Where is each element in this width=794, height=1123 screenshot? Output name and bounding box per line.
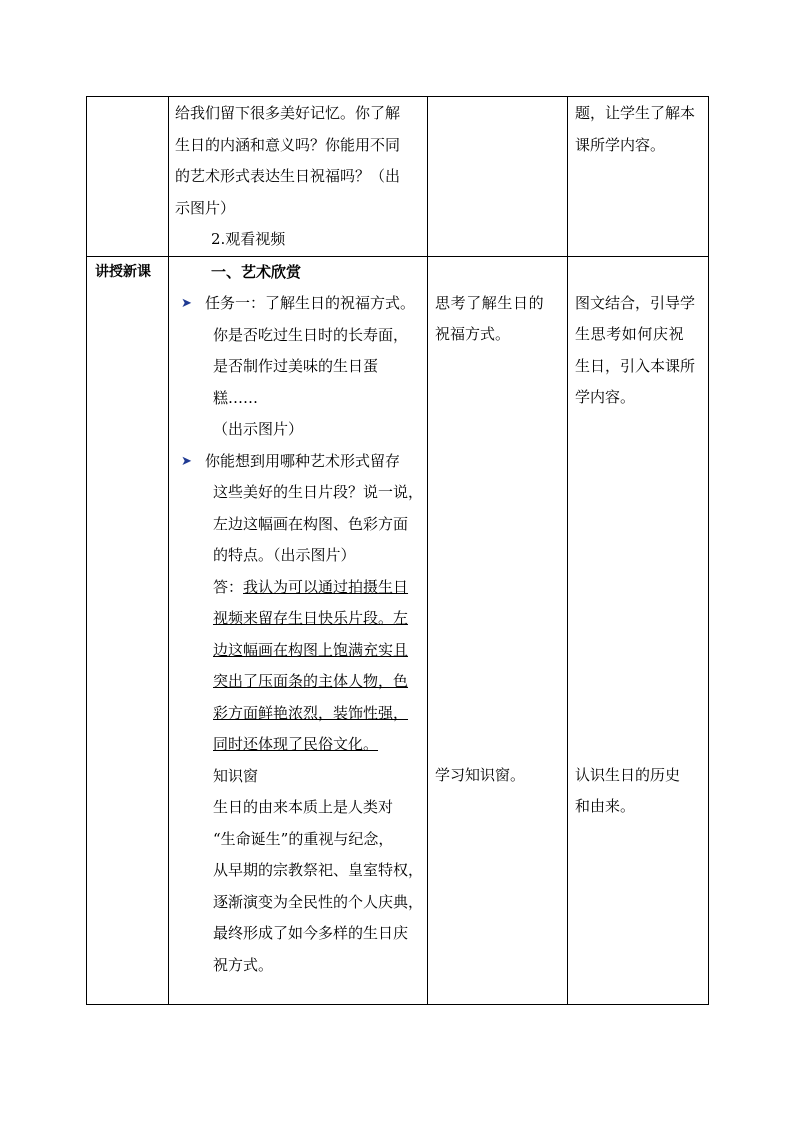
answer-text: 边这幅画在构图上饱满充实且 [213,640,409,659]
text-line: 学内容。 [575,388,636,406]
answer-text: 我认为可以通过拍摄生日 [243,577,409,596]
arrow-bullet-icon: ➤ [181,296,192,311]
table-row [87,256,709,1004]
design-intent-cell [568,97,709,257]
text-line: 生思考如何庆祝 [575,325,685,343]
list-item [175,288,427,320]
text-line: 思考了解生日的 [435,293,545,312]
step-text: 2.观看视频 [211,230,286,248]
text-line: 生日的由来本质上是人类对 [213,798,394,816]
stage-cell [87,97,169,257]
text-line: 图文结合，引导学 [575,293,696,312]
text-line: （出示图片） [213,420,304,438]
stage-cell [87,256,169,1004]
answer-text: 彩方面鲜艳浓烈，装饰性强， [213,703,409,722]
lesson-plan-table [86,96,709,1005]
text-line: 和由来。 [575,797,636,815]
text-line: 生日，引入本课所 [575,356,696,375]
text-line: 祝福方式。 [435,325,511,343]
text-line: 题，让学生了解本 [575,104,696,122]
text-line: 最终形成了如今多样的生日庆 [213,924,409,942]
text-line: 给我们留下很多美好记忆。你了解 [175,104,401,122]
text-line: 学习知识窗。 [435,765,526,784]
text-line: 糕…… [213,388,259,407]
text-line: 你是否吃过生日时的长寿面， [213,325,409,344]
section-title: 一、艺术欣赏 [211,262,302,281]
content-cell [169,97,428,257]
answer-text: 视频来留存生日快乐片段。左 [213,609,409,627]
text-line: 的艺术形式表达生日祝福吗？（出 [175,167,401,185]
text-line: “生命诞生”的重视与纪念， [213,829,394,848]
task-text: 任务一：了解生日的祝福方式。 [205,294,416,312]
answer-text: 突出了压面条的主体人物，色 [213,672,409,690]
student-activity-cell [428,256,568,1004]
text-line: 认识生日的历史 [575,765,681,784]
text-line: 祝方式。 [213,955,274,974]
text-line: 这些美好的生日片段？说一说， [213,483,424,501]
list-item [175,446,427,478]
knowledge-title: 知识窗 [213,766,259,785]
text-line: 是否制作过美味的生日蛋 [213,357,379,375]
student-activity-cell [428,97,568,257]
text-line: 的特点。（出示图片） [213,546,356,564]
stage-label: 讲授新课 [95,263,151,280]
table-row [87,97,709,257]
answer-text: 同时还体现了民俗文化。 [213,735,379,753]
design-intent-cell [568,256,709,1004]
text-line: 示图片） [175,198,236,217]
answer-line [175,572,427,604]
arrow-bullet-icon: ➤ [181,453,192,469]
text-line: 左边这幅画在构图、色彩方面 [213,514,409,533]
text-line: 逐渐演变为全民性的个人庆典， [213,892,424,911]
question-text: 你能想到用哪种艺术形式留存 [205,451,401,470]
text-line: 从早期的宗教祭祀、皇室特权， [213,861,424,879]
answer-label: 答： [213,577,244,596]
text-line: 生日的内涵和意义吗？你能用不同 [175,135,401,154]
content-cell [169,256,428,1004]
text-line: 课所学内容。 [575,135,666,154]
